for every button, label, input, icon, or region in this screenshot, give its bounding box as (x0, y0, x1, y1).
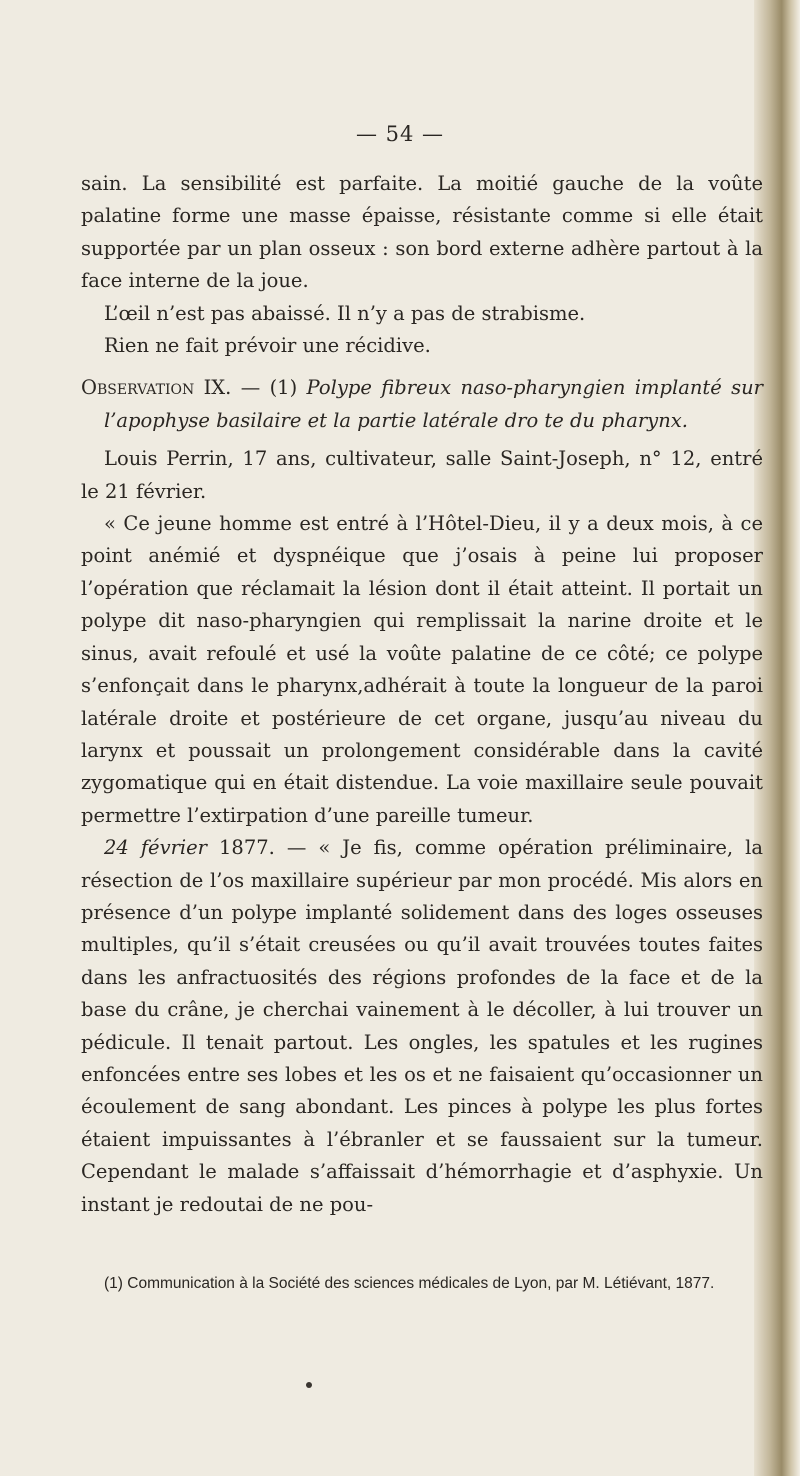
paragraph-patient: Louis Perrin, 17 ans, cultivateur, salle Saint-Joseph, n° 12, entré le 21 février. (81, 447, 763, 503)
footnote-text: (1) Communication à la Société des sciences médicales de Lyon, par M. Létiévant, 1877. (104, 1275, 715, 1292)
operation-date: 24 février (104, 836, 208, 860)
footnote (81, 1272, 771, 1296)
observation-title: Polype fibreux naso-pharyngien implanté sur l’apophyse basilaire et la partie latérale dro te du pharynx. (104, 376, 763, 432)
page-number: — 54 — (355, 122, 445, 146)
body-text (81, 168, 763, 1221)
paragraph-continuation: sain. La sensibilité est parfaite. La moitié gauche de la voûte palatine forme une masse épaisse, résistante comme si elle était supportée par un plan osseux : son bord externe adhère partout à la face interne de la joue. (81, 172, 763, 293)
paragraph-recurrence: Rien ne fait prévoir une récidive. (104, 334, 431, 358)
paragraph-history: « Ce jeune homme est entré à l’Hôtel-Dieu, il y a deux mois, à ce point anémié et dyspnéique que j’osais à peine lui proposer l’opération que réclamait la lésion dont il était atteint. Il portait un polype dit naso-pharyngien qui remplissait la narine droite et le sinus, avait refoulé et usé la voûte palatine de ce côté; ce polype s’enfonçait dans le pharynx,adhérait à toute la longueur de la paroi latérale droite et postérieure de cet organe, jusqu’au niveau du larynx et poussait un prolongement considérable dans la cavité zygomatique qui en était distendue. La voie maxillaire seule pouvait permettre l’extirpation d’une pareille tumeur. (81, 512, 763, 827)
observation-label: Observation IX. (81, 376, 232, 400)
ink-speck (306, 1382, 312, 1388)
observation-heading (81, 372, 763, 437)
observation-note-ref: — (1) (231, 376, 307, 400)
paragraph-operation (81, 832, 763, 1221)
operation-text: 1877. — « Je fis, comme opération préliminaire, la résection de l’os maxillaire supérieur par mon procédé. Mis alors en présence d’un polype implanté solidement dans des loges osseuses multiples, qu’il s’était creusées ou qu’il avait trouvées toutes faites dans les anfractuosités des régions profondes de la face et de la base du crâne, je cherchai vainement à le décoller, à lui trouver un pédicule. Il tenait partout. Les ongles, les spatules et les rugines enfoncées entre ses lobes et les os et ne faisaient qu’occasionner un écoulement de sang abondant. Les pinces à polype les plus fortes étaient impuissantes à l’ébranler et se faussaient sur la tumeur. Cependant le malade s’affaissait d’hémorrhagie et d’asphyxie. Un instant je redoutai de ne pou- (81, 836, 763, 1216)
paragraph-eye: L’œil n’est pas abaissé. Il n’y a pas de strabisme. (104, 301, 586, 325)
